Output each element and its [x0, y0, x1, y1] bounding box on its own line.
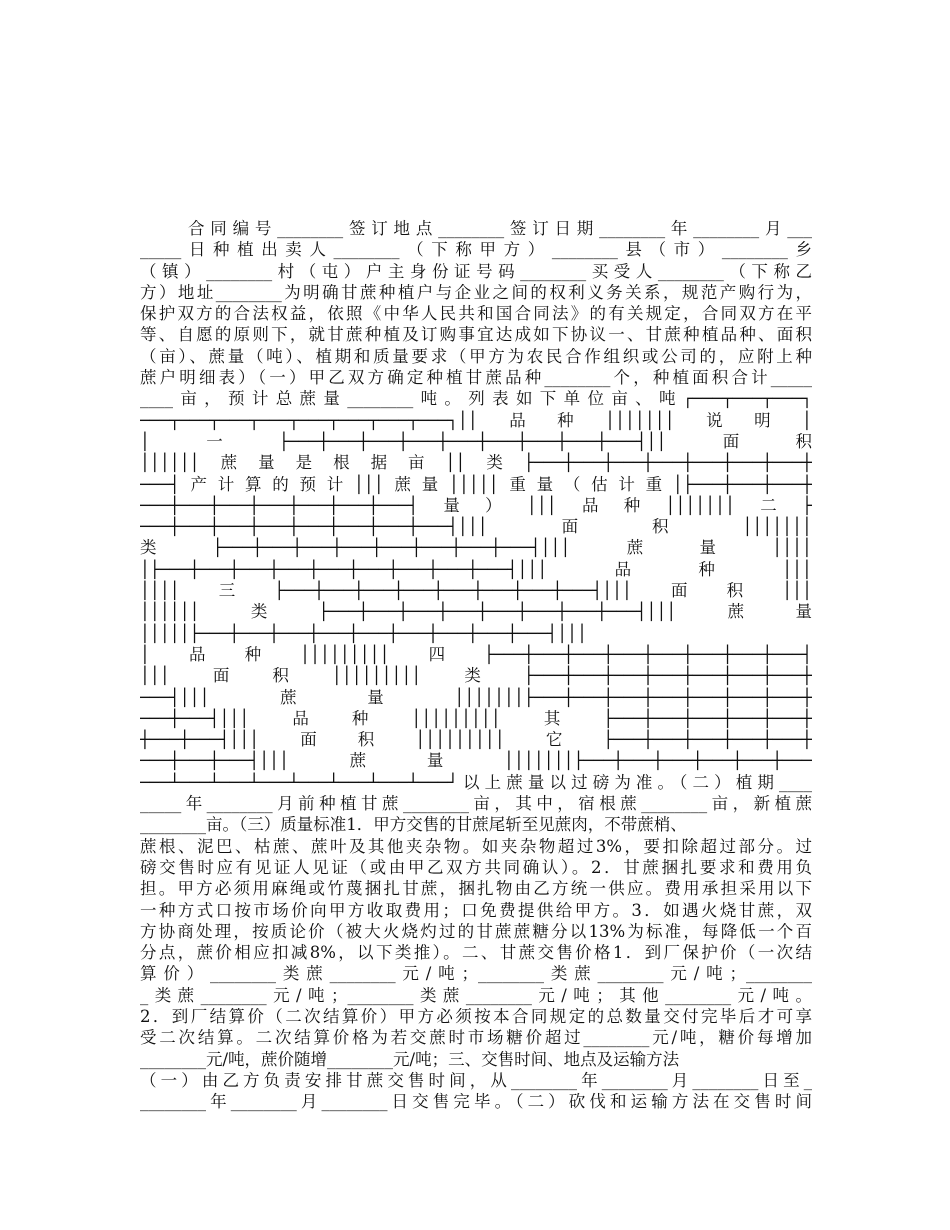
text-line: 合同编号________签订地点________签订日期________年________月___ [188, 219, 812, 238]
text-line: 磅交售时应有见证人见证（或由甲乙双方共同确认）。2．甘蔗捆扎要求和费用负 [140, 857, 812, 877]
table-line: ││││││类├───┼───┼───┼───┼───┼───┼───┼───┤│││蔗量 [140, 602, 812, 622]
text-line: （亩）、蔗量（吨）、植期和质量要求（甲方为农民合作组织或公司的，应附上种 [140, 346, 812, 366]
text-line: ________元/吨，蔗价随增________元/吨；三、交售时间、地点及运输方法 [140, 1049, 680, 1069]
text-line: ________亩。（三）质量标准1．甲方交售的甘蔗尾斩至见蔗肉，不带蔗梢、 [140, 815, 687, 835]
table-line: ───┬───┬───┬───┬───┬───┬───┬───┐││品种│││││││说明│ [140, 410, 812, 430]
table-line: ││││││蔗量是根据亩││类├───┼───┼───┼───┼───┼───┼───┼ [140, 453, 812, 473]
table-line: ───┴───┴───┴───┴───┴───┴───┴───┘以上蔗量以过磅为准。（二）植期____ [140, 772, 812, 792]
table-line: ───┼───┼───┼───┼───┼───┼───┤量）│││品种│││││││二├ [140, 495, 812, 515]
table-line: ││││三├───┼───┼───┼───┼───┼───┼───┼───┤│││面积│││ [140, 581, 812, 601]
text-line: 一种方式口按市场价向甲方收取费用；口免费提供给甲方。3．如遇火烧甘蔗，双 [140, 900, 812, 920]
table-line: ───┼───┤│││品种│││││││││其├───┼───┼───┼───┼───┼ [140, 708, 812, 728]
text-line: 分点，蔗价相应扣减8%，以下类推）。二、甘蔗交售价格1．到厂保护价（一次结 [140, 943, 812, 963]
text-line: ________年________月________日交售完毕。（二）砍伐和运输方法在交售时间 [140, 1092, 812, 1112]
text-line: 等、自愿的原则下，就甘蔗种植及订购事宜达成如下协议一、甘蔗种植品种、面积 [140, 325, 812, 345]
text-line: 方）地址________为明确甘蔗种植户与企业之间的权利义务关系，规范产购行为， [140, 282, 812, 302]
table-line: │├───┼───┼───┼───┼───┼───┼───┼───┼───┤│││品种│││ [140, 559, 812, 579]
text-line: _____日种植出卖人________（下称甲方）________县（市）________乡 [140, 240, 812, 260]
contract-document [140, 218, 812, 1112]
text-line: （镇）________村（屯）户主身份证号码________买受人________（下称乙 [140, 261, 812, 281]
text-line: 算价）________类蔗________元/吨；________类蔗________元/吨；________ [140, 964, 812, 984]
table-line: ───┤产计算的预计│││蔗量│││││重量（估计重│├───┼───┼───┼ [140, 474, 812, 494]
table-line: │││││├───┼───┼───┼───┼───┼───┼───┼───┼───┤│││ [140, 623, 588, 643]
text-line: 保护双方的合法权益，依照《中华人民共和国合同法》的有关规定，合同双方在平 [140, 304, 812, 324]
text-line: （一）由乙方负责安排甘蔗交售时间，从________年________月________日至_ [140, 1070, 812, 1090]
text-line: 担。甲方必须用麻绳或竹蔑捆扎甘蔗，捆扎物由乙方统一供应。费用承担采用以下 [140, 879, 812, 899]
text-line: _____年________月前种植甘蔗________亩，其中，宿根蔗________亩，新植蔗 [140, 794, 812, 814]
table-line: ┼───┼───┤│││面积│││││││││它├───┼───┼───┼───┼───┼ [140, 730, 812, 750]
text-line: 蔗户明细表）（一）甲乙双方确定种植甘蔗品种________个，种植面积合计_____ [140, 368, 812, 388]
text-line: _类蔗________元/吨；________类蔗________元/吨；其他________元/吨。 [140, 985, 812, 1005]
table-line: ───┤│││蔗量│││││││├───┼───┼───┼───┼───┼───┼───┼ [140, 687, 812, 707]
text-line: 受二次结算。二次结算价格为若交蔗时市场糖价超过________元/吨，糖价每增加 [140, 1028, 812, 1048]
text-line: 2．到厂结算价（二次结算价）甲方必须按本合同规定的总数量交付完毕后才可享 [140, 1006, 812, 1026]
table-line: ____亩，预计总蔗量________吨。列表如下单位亩、吨┌───┬───┬───┐ [140, 389, 812, 409]
table-line: ───┼───┼───┤│││蔗量│││││││├───┼───┼───┼───┼───┼─── [140, 751, 812, 771]
table-line: │││面积│││││││││类├───┼───┼───┼───┼───┼───┼───┼ [140, 666, 812, 686]
text-line: 蔗根、泥巴、枯蔗、蔗叶及其他夹杂物。如夹杂物超过3%，要扣除超过部分。过 [140, 836, 812, 856]
text-line: 方协商处理，按质论价（被大火烧灼过的甘蔗蔗糖分以13%为标准，每降低一个百 [140, 921, 812, 941]
table-line: 类├───┼───┼───┼───┼───┼───┼───┼───┤│││蔗量││││ [140, 538, 812, 558]
table-line: ───┼───┼───┼───┼───┼───┼───┼───┤│││面积│││││││ [140, 517, 812, 537]
table-line: │品种│││││││││四├───┼───┼───┼───┼───┼───┼───┼───┤ [140, 644, 812, 664]
table-line: │一├───┼───┼───┼───┼───┼───┼───┼───┼───┤││面积 [140, 431, 812, 451]
